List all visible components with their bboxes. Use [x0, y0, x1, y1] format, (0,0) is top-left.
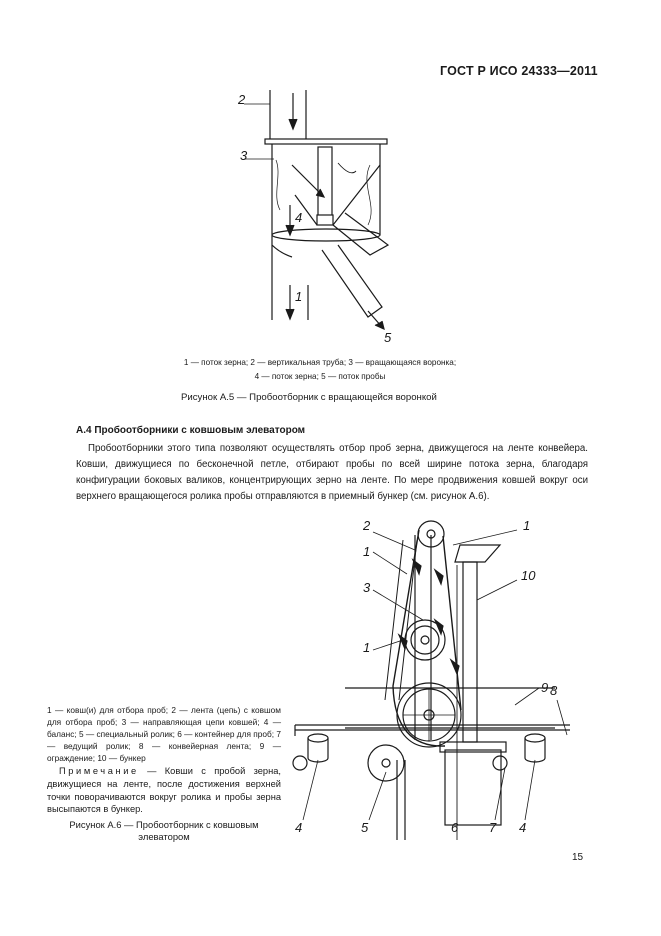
callout-a6-6: 6 [451, 820, 459, 835]
callout-a6-9: 9 [541, 680, 549, 695]
page-number: 15 [572, 852, 584, 863]
figure-a5-legend-line-1: 1 — поток зерна; 2 — вертикальная труба; 3 — вращающаяся воронка; [183, 358, 457, 367]
callout-1: 1 [295, 289, 303, 304]
section-paragraph: Пробоотборники этого типа позволяют осуществлять отбор проб зерна, движущегося на ленте конвейера. Ковши, движущиеся по бесконечной петле, отбирают пробы по всей ширине потока зерна, благодаря конфигурации боковых валиков, концентрирующих зерно на ленте. По мере продвижения ковшей вокруг оси верхнего вращающегося ролика пробы отправляются в приемный бункер (см. рисунок А.6). [76, 443, 588, 502]
standard-header: ГОСТ Р ИСО 24333—2011 [440, 64, 598, 78]
figure-a6-note [47, 765, 281, 816]
figure-a6-legend: 1 — ковш(и) для отбора проб; 2 — лента (цепь) с ковшом для отбора проб; 3 — направляющая цепи ковшей; 4 — баланс; 5 — специальный ролик; 6 — контейнер для проб; 7 — ведущий ролик; 8 — конвейерная лента; 9 — ограждение; 10 — бункер [47, 705, 281, 763]
callout-2: 2 [238, 92, 246, 107]
note-text: — Ковши с пробой зерна, движущиеся на ленте, после достижения верхней точки поворачиваются вокруг ролика и пробы зерна высыпаются в бункер. [47, 766, 281, 815]
section-heading: А.4 Пробоотборники с ковшовым элеватором [76, 425, 306, 436]
callout-a6-5: 5 [361, 820, 369, 835]
callout-4: 4 [295, 210, 303, 225]
callout-a6-7: 7 [489, 820, 497, 835]
callout-a6-8-label: 8 [550, 683, 558, 698]
callout-a6-10: 10 [521, 568, 536, 583]
callout-a6-4-right: 4 [519, 820, 527, 835]
figure-a6-drawing [285, 510, 585, 840]
figure-a5-legend-line-2: 4 — поток зерна; 5 — поток пробы [254, 372, 386, 381]
callout-a6-1-upper: 1 [363, 544, 371, 559]
figure-a6-title: Рисунок А.6 — Пробоотборник с ковшовым элеватором [69, 819, 259, 842]
callout-a6-3: 3 [363, 580, 371, 595]
callout-a6-1-lower: 1 [363, 640, 371, 655]
figure-a5-title: Рисунок А.5 — Пробоотборник с вращающейся воронкой [181, 392, 437, 403]
callout-3: 3 [240, 148, 248, 163]
callout-a6-2: 2 [363, 518, 371, 533]
figure-a5-drawing [220, 85, 420, 350]
callout-a6-4-left: 4 [295, 820, 303, 835]
callout-5: 5 [384, 330, 392, 345]
figure-a5-legend [120, 356, 520, 384]
note-label: Примечание [59, 766, 139, 776]
callout-a6-1-top: 1 [523, 518, 531, 533]
